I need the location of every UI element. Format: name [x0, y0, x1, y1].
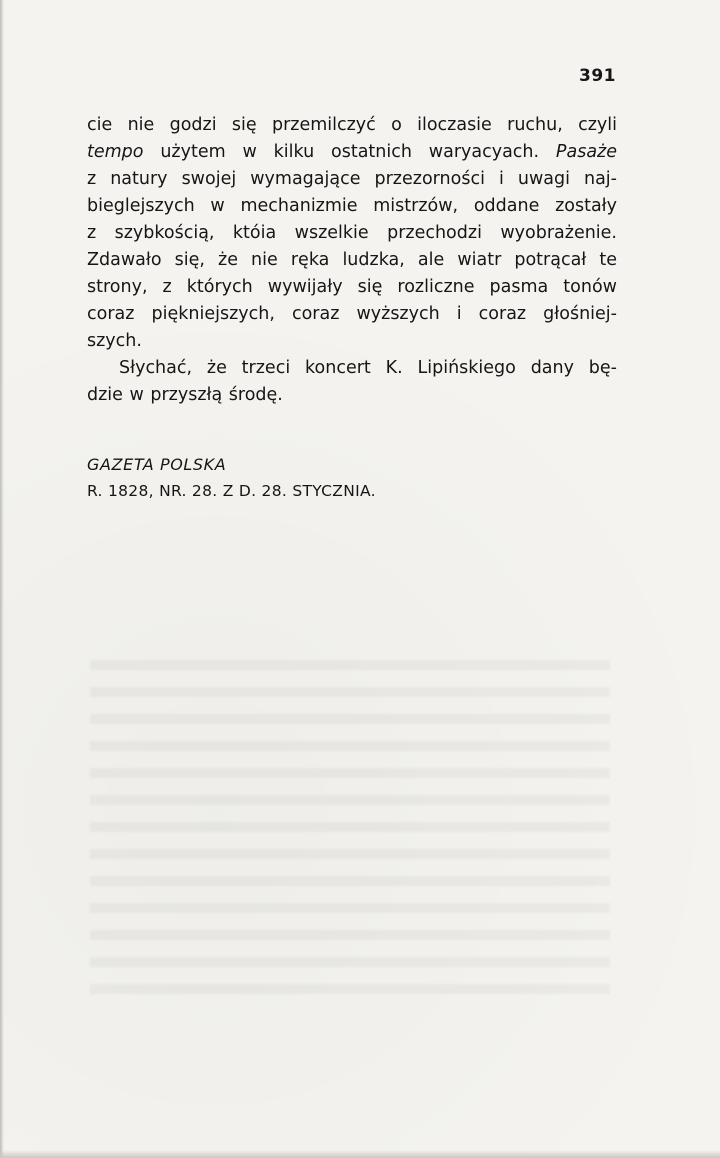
page-left-edge: [0, 0, 4, 1158]
page-number: 391: [579, 66, 616, 86]
text-line: dzie w przyszłą środę.: [87, 385, 283, 405]
text-line: Słychać, że trzeci koncert K. Lipińskiego dany bę-: [119, 358, 617, 378]
text-line: coraz piękniejszych, coraz wyższych i coraz głośniej-: [87, 304, 617, 324]
text-line: szych.: [87, 331, 142, 351]
source-reference: R. 1828, NR. 28. Z D. 28. STYCZNIA.: [87, 482, 376, 500]
body-text: [87, 112, 617, 409]
text-line: [87, 139, 617, 166]
italic-term: Pasaże: [555, 142, 617, 162]
text-line: z szybkością, któia wszelkie przechodzi wyobrażenie.: [87, 223, 617, 243]
page-bottom-edge: [0, 1150, 720, 1158]
text-line: bieglejszych w mechanizmie mistrzów, oddane zostały: [87, 196, 617, 216]
text-line: strony, z których wywijały się rozliczne pasma tonów: [87, 277, 617, 297]
source-title: GAZETA POLSKA: [87, 455, 227, 474]
italic-term: tempo: [87, 142, 144, 162]
text-segment: użytem w kilku ostatnich waryacyach.: [143, 142, 556, 162]
text-line: cie nie godzi się przemilczyć o iloczasie ruchu, czyli: [87, 115, 617, 135]
text-line: Zdawało się, że nie ręka ludzka, ale wiatr potrącał te: [87, 250, 617, 270]
bleed-through-text: [90, 660, 610, 1000]
text-line: z natury swojej wymagające przezorności i uwagi naj-: [87, 169, 617, 189]
